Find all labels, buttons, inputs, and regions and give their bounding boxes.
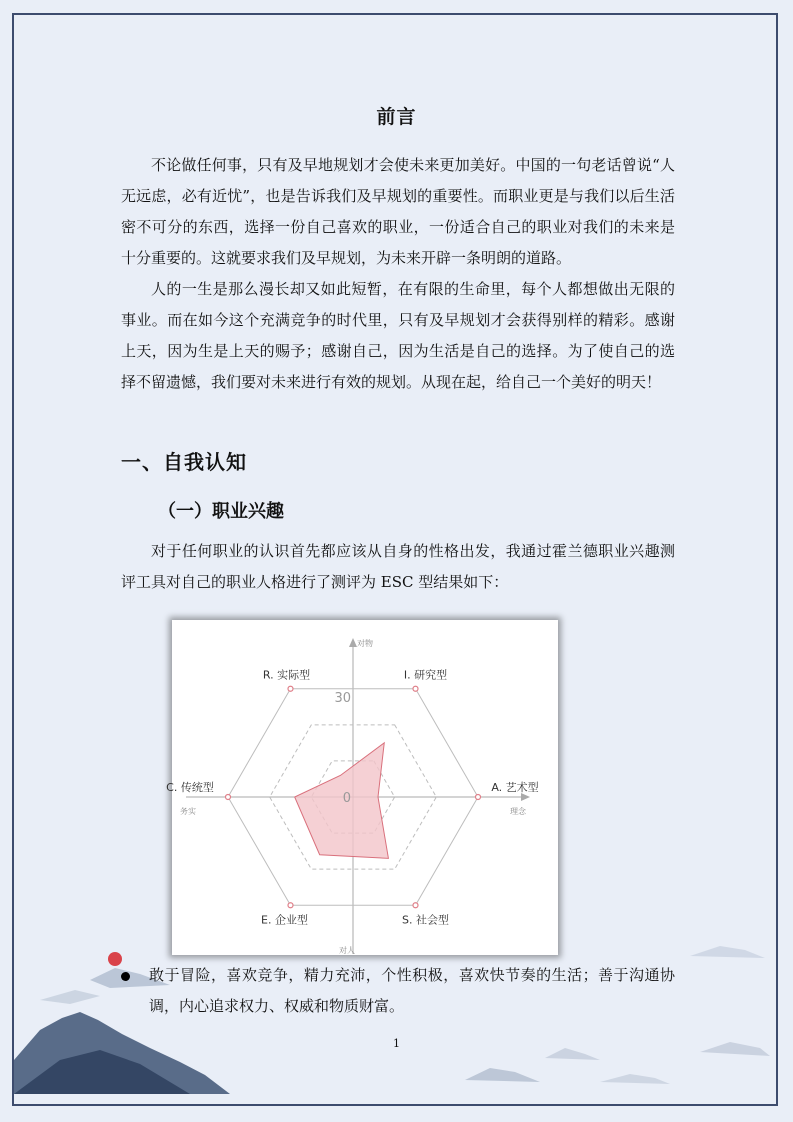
- page-number: 1: [393, 1037, 400, 1050]
- subsection-heading: （一）职业兴趣: [158, 501, 284, 522]
- vertex-marker: [476, 795, 481, 800]
- axis-arrow-icon: [521, 793, 530, 801]
- axis-label-left: 务实: [180, 807, 196, 816]
- category-label: C. 传统型: [166, 781, 214, 794]
- intro-paragraph: 不论做任何事，只有及早地规划才会使未来更加美好。中国的一句老话曾说“人无远虑，必有近忧”，也是告诉我们及早规划的重要性。而职业更是与我们以后生活密不可分的东西，选择一份自己喜欢的职业，一份适合自己的职业对我们的未来是十分重要的。这就要求我们及早规划，为未来开辟一条明朗的道路。: [121, 156, 675, 267]
- vertex-marker: [413, 903, 418, 908]
- data-area: [295, 743, 389, 858]
- axis-label-top: 对物: [357, 639, 373, 648]
- intro-paragraph: 人的一生是那么漫长却又如此短暂，在有限的生命里，每个人都想做出无限的事业。而在如今这个充满竞争的时代里，只有及早规划才会获得别样的精彩。感谢上天，因为生是上天的赐予；感谢自己，因为生活是自己的选择。为了使自己的选择不留遗憾，我们要对未来进行有效的规划。从现在起，给自己一个美好的明天！: [121, 280, 675, 391]
- vertex-marker: [413, 686, 418, 691]
- category-label: A. 艺术型: [491, 781, 539, 794]
- vertex-marker: [288, 903, 293, 908]
- tick-label: 0: [342, 791, 351, 806]
- page-title: 前言: [376, 106, 417, 128]
- category-label: E. 企业型: [261, 913, 308, 927]
- category-label: S. 社会型: [402, 913, 449, 927]
- vertex-marker: [288, 686, 293, 691]
- vertex-marker: [226, 795, 231, 800]
- bullet-text: 敢于冒险，喜欢竞争，精力充沛，个性积极，喜欢快节奏的生活；善于沟通协调，内心追求权力、权威和物质财富。: [149, 966, 675, 1015]
- bullet-item: [121, 960, 675, 1022]
- axis-label-bottom: 对人: [339, 946, 355, 955]
- section-heading: 一、自我认知: [121, 450, 247, 474]
- axis-arrow-icon: [349, 638, 357, 647]
- radar-chart: [166, 620, 558, 955]
- tick-label: 30: [334, 691, 351, 706]
- category-label: R. 实际型: [262, 668, 311, 682]
- category-label: I. 研究型: [403, 668, 448, 682]
- axis-label-right: 理念: [510, 807, 526, 816]
- radar-chart-svg: [166, 620, 558, 955]
- bullet-icon: [121, 972, 130, 981]
- body-paragraph: 对于任何职业的认识首先都应该从自身的性格出发，我通过霍兰德职业兴趣测评工具对自己的职业人格进行了测评为 ESC 型结果如下：: [121, 542, 675, 591]
